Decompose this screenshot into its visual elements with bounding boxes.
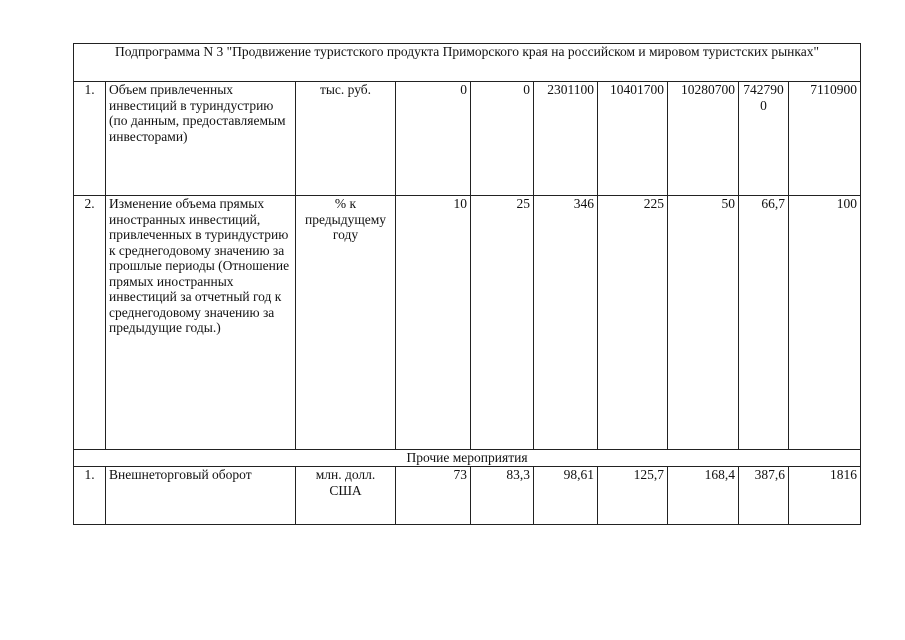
subprogram-header-row xyxy=(74,44,861,82)
value-cell: 10280700 xyxy=(668,82,739,196)
value-cell: 225 xyxy=(598,196,668,450)
value-cell: 0 xyxy=(396,82,471,196)
row-number: 2. xyxy=(74,196,106,450)
value-cell: 125,7 xyxy=(598,467,668,525)
unit-of-measure: % к предыдущему году xyxy=(296,196,396,450)
value-cell: 83,3 xyxy=(471,467,534,525)
row-number: 1. xyxy=(74,467,106,525)
other-section-header-row xyxy=(74,450,861,467)
table-row xyxy=(74,467,861,525)
row-number: 1. xyxy=(74,82,106,196)
indicators-table xyxy=(73,43,861,525)
value-cell: 73 xyxy=(396,467,471,525)
value-cell: 10 xyxy=(396,196,471,450)
table-row xyxy=(74,82,861,196)
value-cell: 50 xyxy=(668,196,739,450)
value-cell: 0 xyxy=(471,82,534,196)
value-cell: 7110900 xyxy=(789,82,861,196)
value-cell: 100 xyxy=(789,196,861,450)
value-cell: 2301100 xyxy=(534,82,598,196)
unit-of-measure: тыс. руб. xyxy=(296,82,396,196)
other-section-title: Прочие мероприятия xyxy=(74,450,861,467)
value-cell: 346 xyxy=(534,196,598,450)
value-cell: 387,6 xyxy=(739,467,789,525)
indicator-name: Изменение объема прямых иностранных инвестиций, привлеченных в туриндустрию к среднегодовому значению за прошлые периоды (Отношение прямых иностранных инвестиций за отчетный год к среднегодовому значению за предыдущие годы.) xyxy=(106,196,296,450)
value-cell: 168,4 xyxy=(668,467,739,525)
value-cell: 7427900 xyxy=(739,82,789,196)
indicator-name: Объем привлеченных инвестиций в туриндустрию (по данным, предоставляемым инвесторами) xyxy=(106,82,296,196)
unit-of-measure: млн. долл. США xyxy=(296,467,396,525)
indicator-name: Внешнеторговый оборот xyxy=(106,467,296,525)
value-cell: 98,61 xyxy=(534,467,598,525)
value-cell: 10401700 xyxy=(598,82,668,196)
subprogram-title: Подпрограмма N 3 "Продвижение туристского продукта Приморского края на российском и мировом туристских рынках" xyxy=(74,44,861,82)
value-cell: 25 xyxy=(471,196,534,450)
value-cell: 66,7 xyxy=(739,196,789,450)
value-cell: 1816 xyxy=(789,467,861,525)
table-row xyxy=(74,196,861,450)
